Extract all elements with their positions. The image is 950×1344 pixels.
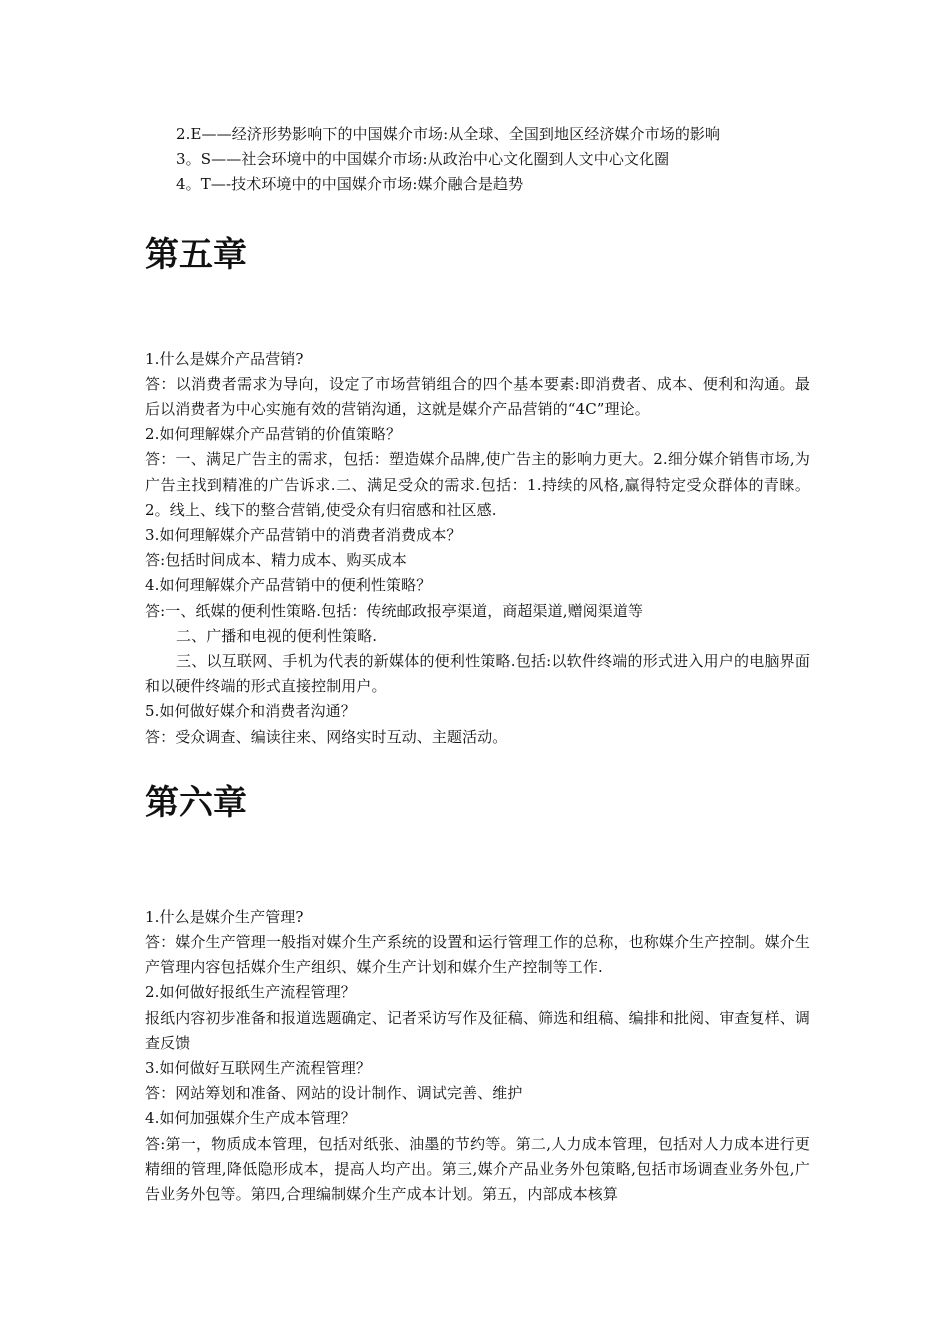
answer: 答:一、纸媒的便利性策略.包括：传统邮政报亭渠道，商超渠道,赠阅渠道等 <box>145 601 644 620</box>
answer: 答：以消费者需求为导向，设定了市场营销组合的四个基本要素:即消费者、成本、便利和沟通。最后以消费者为中心实施有效的营销沟通，这就是媒介产品营销的“4C”理论。 <box>145 374 810 419</box>
chapter-6-body <box>145 905 810 1207</box>
question: 2.如何做好报纸生产流程管理？ <box>145 983 356 1002</box>
document-content <box>145 122 810 1207</box>
question: 5.如何做好媒介和消费者沟通？ <box>145 702 356 721</box>
answer: 报纸内容初步准备和报道选题确定、记者采访写作及征稿、筛选和组稿、编排和批阅、审查复样、调查反馈 <box>145 1008 810 1052</box>
question: 4.如何理解媒介产品营销中的便利性策略？ <box>145 576 432 595</box>
question: 3.如何理解媒介产品营销中的消费者消费成本？ <box>145 526 462 545</box>
answer: 答：媒介生产管理一般指对媒介生产系统的设置和运行管理工作的总称，也称媒介生产控制。媒介生产管理内容包括媒介生产组织、媒介生产计划和媒介生产控制等工作. <box>145 933 810 977</box>
intro-item: 3。S——社会环境中的中国媒介市场:从政治中心文化圈到人文中心文化圈 <box>176 150 670 169</box>
chapter-6-heading: 第六章 <box>145 782 247 823</box>
answer: 答：受众调查、编读往来、网络实时互动、主题活动。 <box>145 727 508 746</box>
answer: 答：网站筹划和准备、网站的设计制作、调试完善、维护 <box>145 1084 523 1103</box>
intro-item: 4。T—-技术环境中的中国媒介市场:媒介融合是趋势 <box>176 175 524 194</box>
answer: 答：一、满足广告主的需求，包括：塑造媒介品牌,使广告主的影响力更大。2.细分媒介销售市场,为广告主找到精准的广告诉求.二、满足受众的需求.包括：1.持续的风格,赢得特定受众群体的青睐。2。线上、线下的整合营销,使受众有归宿感和社区感. <box>145 450 810 519</box>
chapter-5-body <box>145 347 810 750</box>
question: 1.什么是媒介产品营销? <box>145 349 304 368</box>
answer: 答:第一，物质成本管理，包括对纸张、油墨的节约等。第二,人力成本管理，包括对人力成本进行更精细的管理,降低隐形成本，提高人均产出。第三,媒介产品业务外包策略,包括市场调查业务外包,广告业务外包等。第四,合理编制媒介生产成本计划。第五，内部成本核算 <box>145 1134 810 1204</box>
chapter-5-heading: 第五章 <box>145 234 247 275</box>
question: 4.如何加强媒介生产成本管理？ <box>145 1109 356 1128</box>
question: 2.如何理解媒介产品营销的价值策略？ <box>145 425 402 444</box>
answer: 答:包括时间成本、精力成本、购买成本 <box>145 551 407 570</box>
answer: 三、以互联网、手机为代表的新媒体的便利性策略.包括:以软件终端的形式进入用户的电脑界面和以硬件终端的形式直接控制用户。 <box>145 652 810 696</box>
answer: 二、广播和电视的便利性策略. <box>176 626 378 645</box>
question: 3.如何做好互联网生产流程管理？ <box>145 1059 371 1078</box>
question: 1.什么是媒介生产管理? <box>145 907 304 926</box>
intro-item: 2.E——经济形势影响下的中国媒介市场:从全球、全国到地区经济媒介市场的影响 <box>176 125 721 143</box>
